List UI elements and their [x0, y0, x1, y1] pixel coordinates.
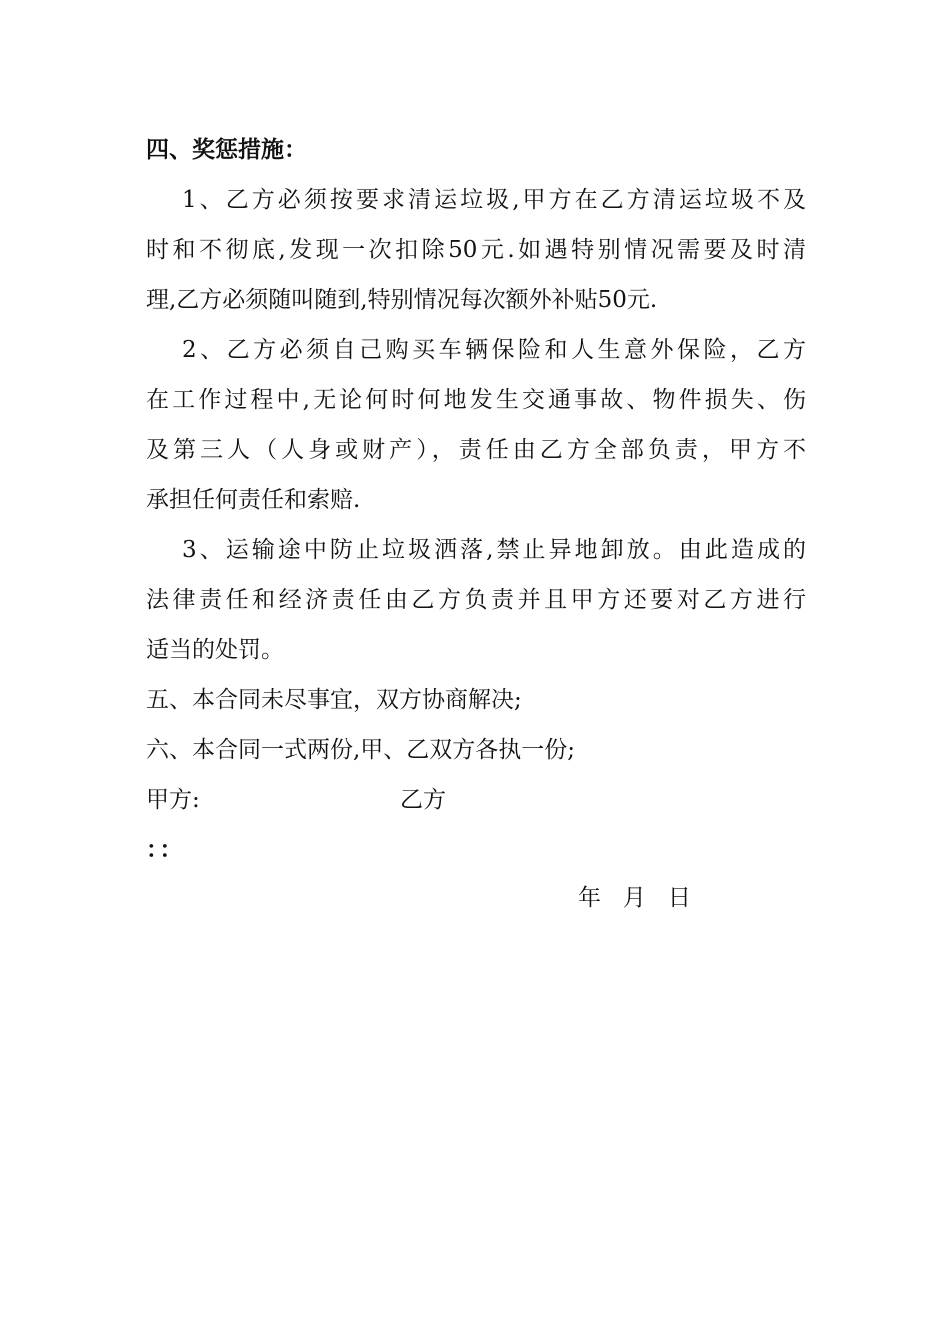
- item3-line2: 法律责任和经济责任由乙方负责并且甲方还要对乙方进行: [146, 587, 806, 613]
- item3-line3: 适当的处罚。: [146, 637, 284, 663]
- item1-line1: 1、乙方必须按要求清运垃圾,甲方在乙方清运垃圾不及: [182, 187, 806, 213]
- section-heading-rewards-penalties: 四、奖惩措施：: [146, 137, 307, 163]
- item1-line2: 时和不彻底,发现一次扣除50元.如遇特别情况需要及时清: [146, 237, 806, 263]
- item2-line3: 及第三人（人身或财产），责任由乙方全部负责，甲方不: [146, 437, 806, 463]
- signature-colons: ：：: [146, 836, 185, 863]
- item1-line3: 理,乙方必须随叫随到,特别情况每次额外补贴50元.: [146, 287, 658, 313]
- item3-line1: 3、运输途中防止垃圾洒落,禁止异地卸放。由此造成的: [182, 537, 806, 563]
- section6-text: 六、本合同一式两份,甲、乙双方各执一份;: [146, 737, 576, 763]
- item2-line4: 承担任何责任和索赔.: [146, 487, 361, 513]
- party-b-label: 乙方: [400, 787, 446, 813]
- party-a-label: 甲方:: [146, 787, 200, 813]
- section5-text: 五、本合同未尽事宜，双方协商解决;: [146, 687, 522, 713]
- item2-line1: 2、乙方必须自己购买车辆保险和人生意外保险，乙方: [182, 337, 806, 363]
- date-line: 年 月 日: [578, 885, 691, 911]
- item2-line2: 在工作过程中,无论何时何地发生交通事故、物件损失、伤: [146, 387, 806, 413]
